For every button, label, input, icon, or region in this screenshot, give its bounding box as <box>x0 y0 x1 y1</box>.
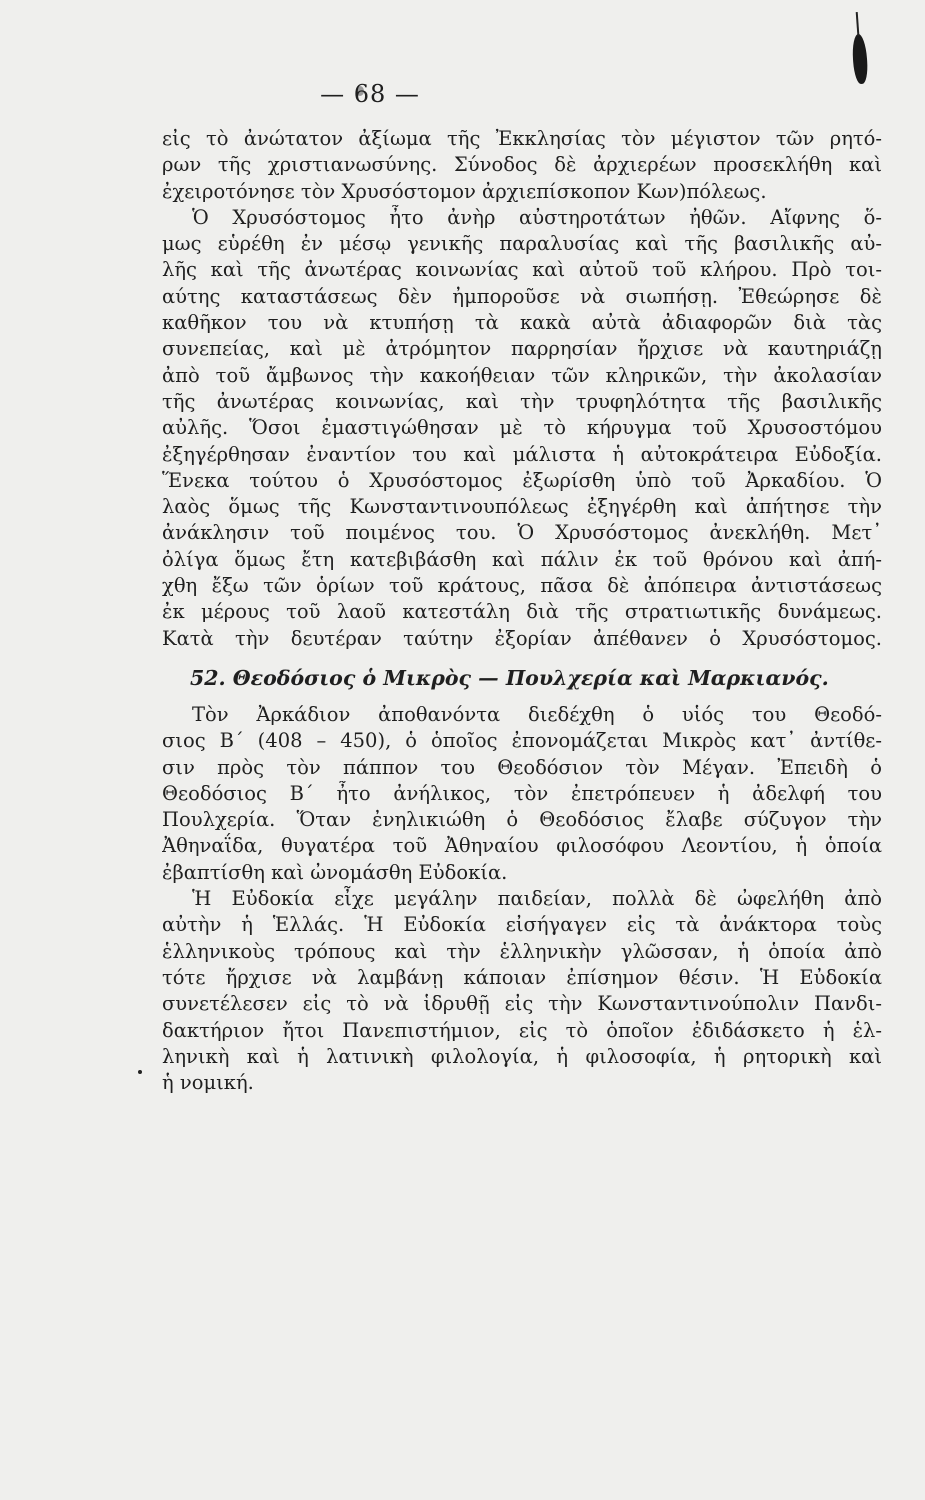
text-line: Ὁ Χρυσόστομος ἦτο ἀνὴρ αὐστηροτάτων ἠθῶν. Αἴφνης ὅ- <box>192 205 882 229</box>
text-line: ἐκ μέρους τοῦ λαοῦ κατεστάλη διὰ τῆς στρατιωτικῆς δυνάμεως. <box>162 600 882 624</box>
section-heading: 52. Θεοδόσιος ὁ Μικρὸς — Πουλχερία καὶ Μαρκιανός. <box>190 665 829 690</box>
text-line: συνετέλεσεν εἰς τὸ νὰ ἱδρυθῇ εἰς τὴν Κωνσταντινούπολιν Πανδι- <box>162 992 882 1016</box>
text-line: αὐτὴν ἡ Ἑλλάς. Ἡ Εὐδοκία εἰσήγαγεν εἰς τὰ ἀνάκτορα τοὺς <box>162 913 882 937</box>
text-line: Ἀθηναΐδα, θυγατέρα τοῦ Ἀθηναίου φιλοσόφου Λεοντίου, ἡ ὁποία <box>162 834 882 858</box>
text-line: καθῆκον του νὰ κτυπήσῃ τὰ κακὰ αὐτὰ ἀδιαφορῶν διὰ τὰς <box>162 311 882 335</box>
text-line: Κατὰ τὴν δευτέραν ταύτην ἐξορίαν ἀπέθανεν ὁ Χρυσόστομος. <box>162 626 882 650</box>
margin-dot-mark <box>138 1070 142 1074</box>
text-line: τῆς ἀνωτέρας κοινωνίας, καὶ τὴν τρυφηλότητα τῆς βασιλικῆς <box>162 389 882 413</box>
text-line: Πουλχερία. Ὅταν ἐνηλικιώθη ὁ Θεοδόσιος ἔλαβε σύζυγον τὴν <box>162 808 882 832</box>
text-line: ὀλίγα ὅμως ἔτη κατεβιβάσθη καὶ πάλιν ἐκ τοῦ θρόνου καὶ ἀπή- <box>162 547 882 571</box>
page-number: — 68 — <box>320 80 420 108</box>
text-line: λαὸς ὅμως τῆς Κωνσταντινουπόλεως ἐξηγέρθη καὶ ἀπήτησε τὴν <box>162 495 882 519</box>
text-line: δακτήριον ἤτοι Πανεπιστήμιον, εἰς τὸ ὁποῖον ἐδιδάσκετο ἡ ἑλ- <box>162 1018 882 1042</box>
text-line: ἀπὸ τοῦ ἄμβωνος τὴν κακοήθειαν τῶν κληρικῶν, τὴν ἀκολασίαν <box>162 363 882 387</box>
text-line: εἰς τὸ ἀνώτατον ἀξίωμα τῆς Ἐκκλησίας τὸν μέγιστον τῶν ρητό- <box>162 127 882 150</box>
text-line: λῆς καὶ τῆς ἀνωτέρας κοινωνίας καὶ αὐτοῦ τοῦ κλήρου. Πρὸ τοι- <box>162 258 882 282</box>
text-line: ρων τῆς χριστιανωσύνης. Σύνοδος δὲ ἀρχιερέων προσεκλήθη καὶ <box>162 153 882 177</box>
text-line: ἀνάκλησιν τοῦ ποιμένος του. Ὁ Χρυσόστομος ἀνεκλήθη. Μετ᾽ <box>162 521 882 545</box>
text-line: σιν πρὸς τὸν πάππον του Θεοδόσιον τὸν Μέγαν. Ἐπειδὴ ὁ <box>162 755 882 779</box>
text-line: Ἕνεκα τούτου ὁ Χρυσόστομος ἐξωρίσθη ὑπὸ τοῦ Ἀρκαδίου. Ὁ <box>162 468 882 492</box>
text-line: ἐχειροτόνησε τὸν Χρυσόστομον ἀρχιεπίσκοπον Κων)πόλεως. <box>162 179 767 203</box>
text-line: Ἡ Εὐδοκία εἶχε μεγάλην παιδείαν, πολλὰ δὲ ὠφελήθη ἀπὸ <box>192 887 882 911</box>
text-line: ἐβαπτίσθη καὶ ὠνομάσθη Εὐδοκία. <box>162 860 508 884</box>
text-line: συνεπείας, καὶ μὲ ἀτρόμητον παρρησίαν ἤρχισε νὰ καυτηριάζῃ <box>162 337 882 361</box>
text-line: αύτης καταστάσεως δὲν ἠμποροῦσε νὰ σιωπήσῃ. Ἐθεώρησε δὲ <box>162 284 882 308</box>
text-line: χθη ἔξω τῶν ὁρίων τοῦ κράτους, πᾶσα δὲ ἀπόπειρα ἀντιστάσεως <box>162 574 882 598</box>
text-line: μως εὑρέθη ἐν μέσῳ γενικῆς παραλυσίας καὶ τῆς βασιλικῆς αὐ- <box>162 232 882 256</box>
text-line: ἐξηγέρθησαν ἐναντίον του καὶ μάλιστα ἡ αὐτοκράτειρα Εὐδοξία. <box>162 442 882 466</box>
text-line: Τὸν Ἀρκάδιον ἀποθανόντα διεδέχθη ὁ υἱός του Θεοδό- <box>192 702 882 726</box>
ink-blot-mark <box>851 34 868 85</box>
text-line: ἡ νομική. <box>162 1071 254 1095</box>
text-line: ἑλληνικοὺς τρόπους καὶ τὴν ἑλληνικὴν γλῶσσαν, ἡ ὁποία ἀπὸ <box>162 939 882 963</box>
text-line: Θεοδόσιος Β΄ ἦτο ἀνήλικος, τὸν ἐπετρόπευεν ἡ ἀδελφή του <box>162 781 882 805</box>
text-line: τότε ἤρχισε νὰ λαμβάνῃ κάποιαν ἐπίσημον θέσιν. Ἡ Εὐδοκία <box>162 965 882 989</box>
text-line: αὐλῆς. Ὅσοι ἐμαστιγώθησαν μὲ τὸ κήρυγμα τοῦ Χρυσοστόμου <box>162 416 882 440</box>
body-text <box>162 126 882 1096</box>
text-line: ληνικὴ καὶ ἡ λατινικὴ φιλολογία, ἡ φιλοσοφία, ἡ ρητορικὴ καὶ <box>162 1044 882 1068</box>
text-line: σιος Β΄ (408 – 450), ὁ ὁποῖος ἐπονομάζεται Μικρὸς κατ᾽ ἀντίθε- <box>162 729 882 753</box>
